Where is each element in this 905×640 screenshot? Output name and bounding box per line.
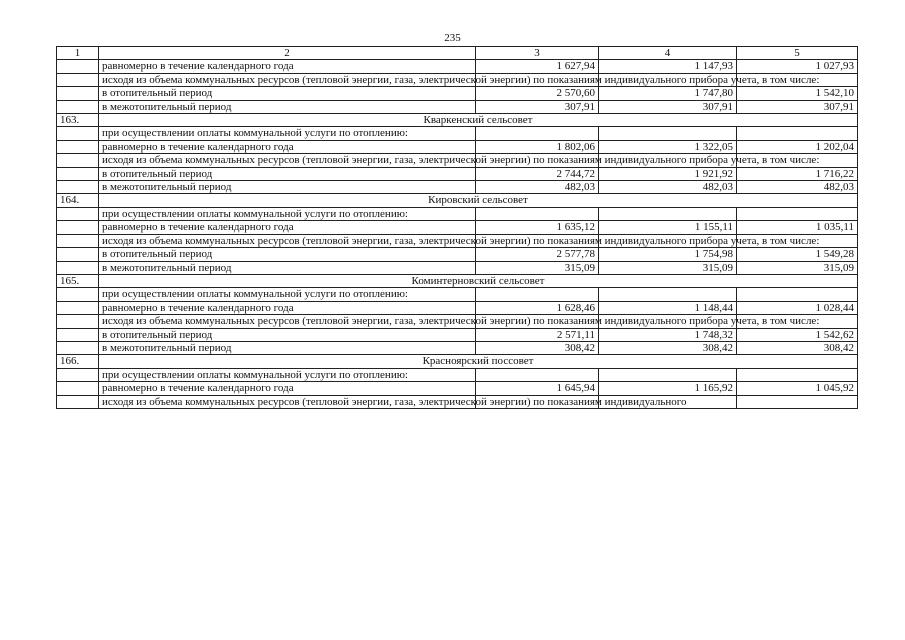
row-number-cell <box>57 167 99 180</box>
row-number-cell <box>57 234 99 247</box>
row-label: в межотопительный период <box>99 100 476 113</box>
row-label: равномерно в течение календарного года <box>99 60 476 73</box>
row-label: в отопительный период <box>99 248 476 261</box>
value-cell <box>599 127 737 140</box>
row-number-cell <box>57 60 99 73</box>
value-cell: 1 542,62 <box>737 328 858 341</box>
row-label: исходя из объема коммунальных ресурсов (тепловой энергии, газа, электрической энергии) по показаниям индивидуального прибора учета, в том числе: <box>99 315 476 328</box>
section-number: 165. <box>57 274 99 287</box>
row-label: исходя из объема коммунальных ресурсов (тепловой энергии, газа, электрической энергии) по показаниям индивидуального прибора учета, в том числе: <box>99 73 476 86</box>
table-row <box>57 87 858 100</box>
table-row <box>57 328 858 341</box>
row-label: в межотопительный период <box>99 341 476 354</box>
section-header-row <box>57 114 858 127</box>
row-number-cell <box>57 341 99 354</box>
value-cell <box>737 127 858 140</box>
value-cell: 482,03 <box>737 181 858 194</box>
value-cell: 1 027,93 <box>737 60 858 73</box>
table-row <box>57 395 858 408</box>
table-row <box>57 60 858 73</box>
value-cell: 1 748,32 <box>599 328 737 341</box>
row-number-cell <box>57 395 99 408</box>
value-cell: 1 165,92 <box>599 382 737 395</box>
column-header: 5 <box>737 47 858 60</box>
value-cell: 482,03 <box>476 181 599 194</box>
column-header: 1 <box>57 47 99 60</box>
value-cell: 1 542,10 <box>737 87 858 100</box>
value-cell <box>737 288 858 301</box>
table-row <box>57 181 858 194</box>
value-cell <box>599 368 737 381</box>
tariff-table <box>56 46 858 409</box>
section-name: Красноярский поссовет <box>99 355 858 368</box>
column-header: 2 <box>99 47 476 60</box>
row-number-cell <box>57 73 99 86</box>
table-row <box>57 140 858 153</box>
section-header-row <box>57 194 858 207</box>
row-label: исходя из объема коммунальных ресурсов (тепловой энергии, газа, электрической энергии) по показаниям индивидуального <box>99 395 476 408</box>
table-row <box>57 261 858 274</box>
row-label: в отопительный период <box>99 167 476 180</box>
value-cell: 1 322,05 <box>599 140 737 153</box>
column-header-row <box>57 47 858 60</box>
section-number: 164. <box>57 194 99 207</box>
row-number-cell <box>57 248 99 261</box>
section-header-row <box>57 274 858 287</box>
column-header: 4 <box>599 47 737 60</box>
value-cell: 1 628,46 <box>476 301 599 314</box>
row-number-cell <box>57 288 99 301</box>
column-header: 3 <box>476 47 599 60</box>
row-number-cell <box>57 127 99 140</box>
value-cell: 307,91 <box>599 100 737 113</box>
page-number: 235 <box>444 32 461 44</box>
value-cell <box>599 207 737 220</box>
row-label: в отопительный период <box>99 87 476 100</box>
value-cell <box>476 127 599 140</box>
section-intro-row <box>57 127 858 140</box>
value-cell: 1 148,44 <box>599 301 737 314</box>
value-cell: 315,09 <box>476 261 599 274</box>
table-row <box>57 234 858 247</box>
value-cell <box>737 207 858 220</box>
table-row <box>57 382 858 395</box>
row-label: равномерно в течение календарного года <box>99 140 476 153</box>
row-label: равномерно в течение календарного года <box>99 301 476 314</box>
table-row <box>57 154 858 167</box>
section-name: Кировский сельсовет <box>99 194 858 207</box>
table-row <box>57 341 858 354</box>
value-cell: 2 744,72 <box>476 167 599 180</box>
section-intro-row <box>57 288 858 301</box>
value-cell: 1 635,12 <box>476 221 599 234</box>
table-row <box>57 73 858 86</box>
value-cell <box>476 288 599 301</box>
value-cell <box>737 368 858 381</box>
value-cell: 308,42 <box>476 341 599 354</box>
value-cell: 1 754,98 <box>599 248 737 261</box>
table-row <box>57 301 858 314</box>
row-number-cell <box>57 140 99 153</box>
section-intro: при осуществлении оплаты коммунальной услуги по отоплению: <box>99 288 476 301</box>
value-cell: 2 571,11 <box>476 328 599 341</box>
section-intro: при осуществлении оплаты коммунальной услуги по отоплению: <box>99 368 476 381</box>
value-cell: 1 035,11 <box>737 221 858 234</box>
row-number-cell <box>57 207 99 220</box>
table-row <box>57 315 858 328</box>
table-row <box>57 248 858 261</box>
value-cell: 1 045,92 <box>737 382 858 395</box>
value-cell <box>476 207 599 220</box>
value-cell: 1 549,28 <box>737 248 858 261</box>
section-name: Коминтерновский сельсовет <box>99 274 858 287</box>
value-cell: 307,91 <box>737 100 858 113</box>
value-cell <box>737 395 858 408</box>
row-label: исходя из объема коммунальных ресурсов (тепловой энергии, газа, электрической энергии) по показаниям индивидуального прибора учета, в том числе: <box>99 234 476 247</box>
value-cell: 1 202,04 <box>737 140 858 153</box>
section-number: 163. <box>57 114 99 127</box>
row-label: в межотопительный период <box>99 181 476 194</box>
value-cell: 1 147,93 <box>599 60 737 73</box>
value-cell: 2 577,78 <box>476 248 599 261</box>
section-intro-row <box>57 368 858 381</box>
row-label: в межотопительный период <box>99 261 476 274</box>
value-cell: 315,09 <box>599 261 737 274</box>
section-intro: при осуществлении оплаты коммунальной услуги по отоплению: <box>99 207 476 220</box>
row-label: равномерно в течение календарного года <box>99 382 476 395</box>
section-intro-row <box>57 207 858 220</box>
value-cell: 1 155,11 <box>599 221 737 234</box>
table-row <box>57 167 858 180</box>
section-name: Кваркенский сельсовет <box>99 114 858 127</box>
section-header-row <box>57 355 858 368</box>
row-label: в отопительный период <box>99 328 476 341</box>
value-cell: 1 747,80 <box>599 87 737 100</box>
row-number-cell <box>57 368 99 381</box>
value-cell: 308,42 <box>737 341 858 354</box>
row-number-cell <box>57 301 99 314</box>
row-number-cell <box>57 154 99 167</box>
row-number-cell <box>57 328 99 341</box>
table-body <box>57 47 858 409</box>
row-number-cell <box>57 315 99 328</box>
value-cell <box>476 368 599 381</box>
value-cell: 1 028,44 <box>737 301 858 314</box>
value-cell: 1 716,22 <box>737 167 858 180</box>
row-label: исходя из объема коммунальных ресурсов (тепловой энергии, газа, электрической энергии) по показаниям индивидуального прибора учета, в том числе: <box>99 154 476 167</box>
row-number-cell <box>57 221 99 234</box>
table-row <box>57 100 858 113</box>
section-number: 166. <box>57 355 99 368</box>
section-intro: при осуществлении оплаты коммунальной услуги по отоплению: <box>99 127 476 140</box>
value-cell: 2 570,60 <box>476 87 599 100</box>
value-cell: 308,42 <box>599 341 737 354</box>
value-cell <box>599 288 737 301</box>
value-cell: 307,91 <box>476 100 599 113</box>
value-cell: 1 802,06 <box>476 140 599 153</box>
row-number-cell <box>57 100 99 113</box>
value-cell: 482,03 <box>599 181 737 194</box>
value-cell: 315,09 <box>737 261 858 274</box>
row-number-cell <box>57 382 99 395</box>
row-number-cell <box>57 261 99 274</box>
row-number-cell <box>57 181 99 194</box>
value-cell: 1 645,94 <box>476 382 599 395</box>
row-label: равномерно в течение календарного года <box>99 221 476 234</box>
table-row <box>57 221 858 234</box>
value-cell: 1 921,92 <box>599 167 737 180</box>
row-number-cell <box>57 87 99 100</box>
value-cell: 1 627,94 <box>476 60 599 73</box>
